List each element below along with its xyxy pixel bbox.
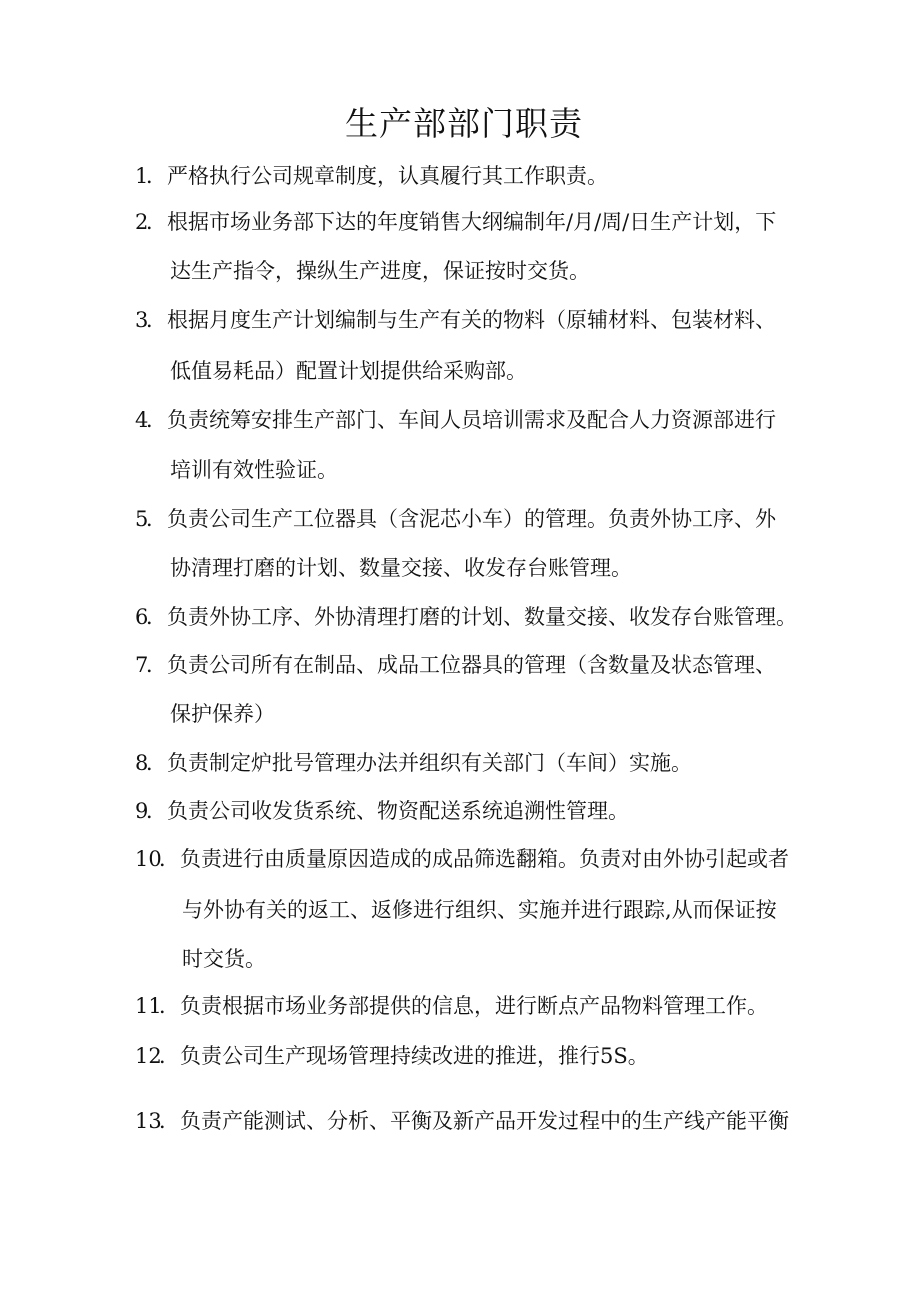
item-text-line: ．负责进行由质量原因造成的成品筛选翻箱。负责对由外协引起或者 (159, 847, 789, 871)
item-number: 10 (135, 847, 162, 871)
item-text-line: 时交货。 (182, 947, 266, 971)
item-text-line: ．负责外协工序、外协清理打磨的计划、数量交接、收发存台账管理。 (146, 605, 797, 629)
item-number: 6 (135, 605, 149, 629)
item-text-line: ．根据市场业务部下达的年度销售大纲编制年/月/周/日生产计划，下 (146, 210, 777, 234)
item-number: 11 (135, 994, 162, 1018)
item-number: 5 (135, 507, 149, 531)
item-number: 13 (135, 1109, 162, 1133)
item-text-line: 达生产指令，操纵生产进度，保证按时交货。 (170, 259, 590, 283)
item-number: 8 (135, 751, 149, 775)
item-text-line: ．根据月度生产计划编制与生产有关的物料（原辅材料、包装材料、 (146, 308, 776, 332)
item-number: 7 (135, 653, 149, 677)
page-title: 生产部部门职责 (345, 104, 583, 143)
item-text-line: ．负责根据市场业务部提供的信息，进行断点产品物料管理工作。 (159, 994, 768, 1018)
item-text-line: ．负责产能测试、分析、平衡及新产品开发过程中的生产线产能平衡 (159, 1109, 789, 1133)
item-text-line: ．负责统筹安排生产部门、车间人员培训需求及配合人力资源部进行 (146, 408, 776, 432)
item-text-line: ．负责公司所有在制品、成品工位器具的管理（含数量及状态管理、 (146, 653, 776, 677)
item-number: 4 (135, 408, 149, 432)
item-text-line: ．负责公司生产现场管理持续改进的推进，推行5S。 (159, 1044, 649, 1068)
item-text-line: ．严格执行公司规章制度，认真履行其工作职责。 (146, 164, 608, 188)
item-text-line: 培训有效性验证。 (170, 458, 338, 482)
item-text-line: ．负责公司生产工位器具（含泥芯小车）的管理。负责外协工序、外 (146, 507, 776, 531)
item-text-line: 协清理打磨的计划、数量交接、收发存台账管理。 (170, 556, 632, 580)
item-number: 12 (135, 1044, 162, 1068)
item-text-line: 与外协有关的返工、返修进行组织、实施并进行跟踪,从而保证按 (182, 898, 777, 922)
item-number: 1 (135, 164, 149, 188)
item-number: 2 (135, 210, 149, 234)
item-text-line: 低值易耗品）配置计划提供给采购部。 (170, 359, 527, 383)
item-text-line: 保护保养） (170, 702, 275, 726)
item-number: 9 (135, 799, 149, 823)
item-text-line: ．负责制定炉批号管理办法并组织有关部门（车间）实施。 (146, 751, 692, 775)
item-text-line: ．负责公司收发货系统、物资配送系统追溯性管理。 (146, 799, 629, 823)
item-number: 3 (135, 308, 149, 332)
